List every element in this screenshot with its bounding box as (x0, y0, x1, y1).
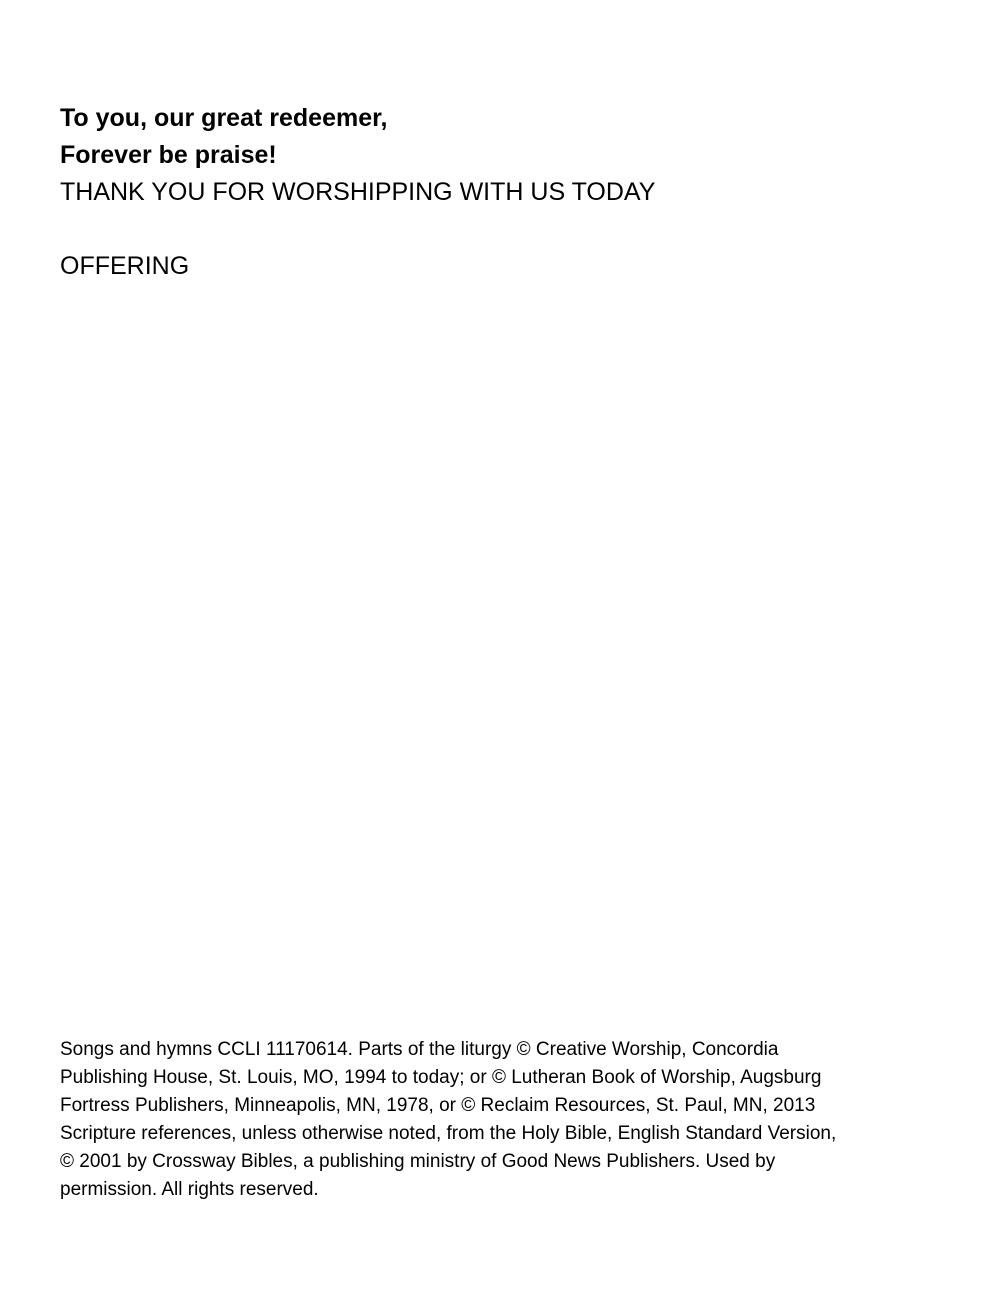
copyright-line: Songs and hymns CCLI 11170614. Parts of the liturgy © Creative Worship, Concordia (60, 1039, 779, 1060)
copyright-line: Publishing House, St. Louis, MO, 1994 to today; or © Lutheran Book of Worship, Augsburg (60, 1067, 822, 1088)
closing-section (60, 100, 960, 285)
verse-line-2: Forever be praise! (60, 141, 277, 169)
copyright-notice (60, 1036, 940, 1204)
copyright-line: Scripture references, unless otherwise noted, from the Holy Bible, English Standard Version, (60, 1123, 837, 1144)
offering-heading: OFFERING (60, 252, 190, 280)
copyright-line: © 2001 by Crossway Bibles, a publishing ministry of Good News Publishers. Used by (60, 1151, 776, 1172)
copyright-line: Fortress Publishers, Minneapolis, MN, 1978, or © Reclaim Resources, St. Paul, MN, 2013 (60, 1095, 816, 1116)
copyright-line: permission. All rights reserved. (60, 1179, 319, 1200)
verse-line-1: To you, our great redeemer, (60, 104, 388, 132)
thank-you-message: THANK YOU FOR WORSHIPPING WITH US TODAY (60, 178, 656, 206)
